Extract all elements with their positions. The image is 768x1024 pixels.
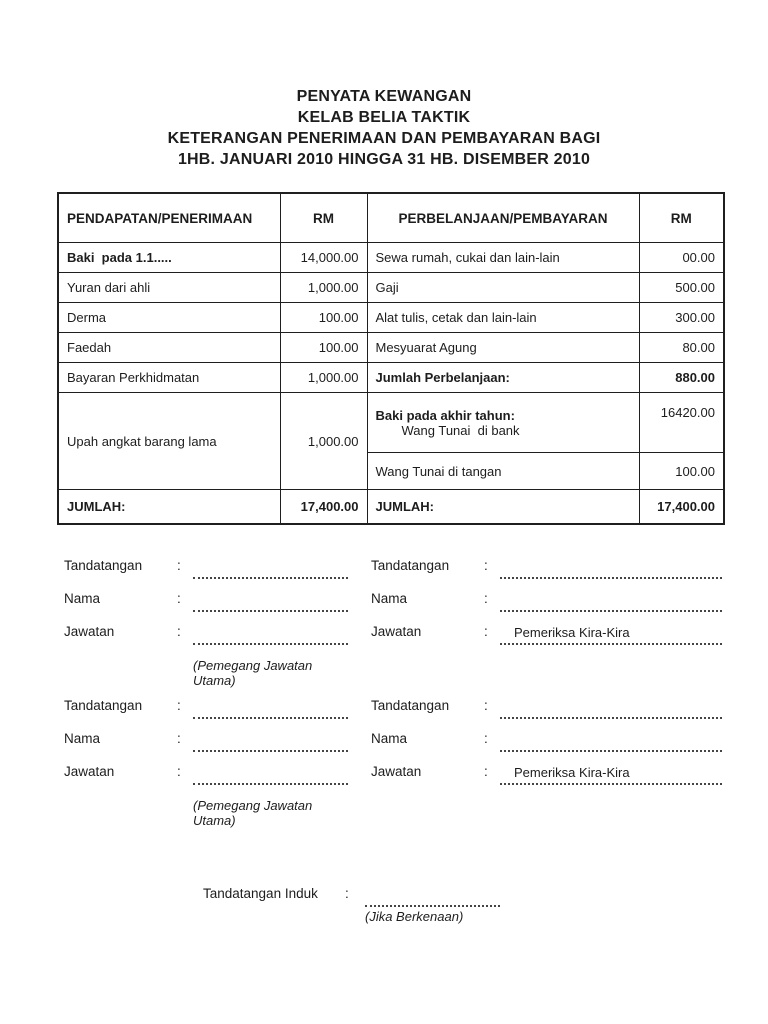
jawatan-signature-line [500, 623, 722, 645]
table-row [58, 333, 724, 363]
alat-label: Alat tulis, cetak dan lain-lain [367, 303, 639, 333]
tandatangan-induk-row [203, 885, 722, 907]
faedah-amount: 100.00 [280, 333, 367, 363]
yuran-amount: 1,000.00 [280, 273, 367, 303]
colon-separator: : [484, 623, 488, 639]
nama-label: Nama [64, 730, 101, 746]
signature-section [0, 557, 768, 924]
signature-row-tandatangan [64, 697, 348, 730]
alat-amount: 300.00 [639, 303, 724, 333]
pemegang-jawatan-note [193, 658, 348, 688]
bayaran-label: Bayaran Perkhidmatan [58, 363, 280, 393]
wang-tangan-amount: 100.00 [639, 453, 724, 490]
signature-row-nama [64, 590, 348, 623]
baki-amount: 14,000.00 [280, 243, 367, 273]
signature-row-jawatan [64, 623, 348, 656]
colon-separator: : [177, 590, 181, 606]
title-line-2: KELAB BELIA TAKTIK [297, 109, 471, 126]
jawatan-label: Jawatan [371, 763, 422, 779]
jika-berkenaan-note: (Jika Berkenaan) [365, 908, 464, 924]
jawatan-signature-line [193, 763, 348, 785]
signature-row-nama [371, 730, 722, 763]
tandatangan-signature-line [500, 557, 722, 579]
colon-separator: : [177, 730, 181, 746]
jawatan-value: Pemeriksa Kira-Kira [514, 764, 630, 780]
jumlah-perbelanjaan-amount: 880.00 [639, 363, 724, 393]
nama-signature-line [500, 590, 722, 612]
nama-label: Nama [371, 590, 408, 606]
colon-separator: : [177, 763, 181, 779]
pemegang-jawatan-note [193, 798, 348, 828]
jumlah-right-label: JUMLAH: [367, 490, 639, 524]
jawatan-label: Jawatan [64, 623, 115, 639]
nama-signature-line [193, 590, 348, 612]
nama-signature-line [500, 730, 722, 752]
tandatangan-signature-line [193, 557, 348, 579]
signature-row-nama [64, 730, 348, 763]
wang-bank-amount: 16420.00 [639, 393, 724, 453]
table-total-row [58, 490, 724, 524]
header-rm-income: RM [280, 193, 367, 243]
tandatangan-induk-label: Tandatangan Induk [203, 885, 318, 901]
colon-separator: : [177, 557, 181, 573]
signature-block-left-1 [64, 557, 348, 697]
sewa-amount: 00.00 [639, 243, 724, 273]
bayaran-amount: 1,000.00 [280, 363, 367, 393]
table-row [58, 303, 724, 333]
yuran-label: Yuran dari ahli [58, 273, 280, 303]
wang-bank-label: Wang Tunai di bank [401, 422, 520, 438]
upah-amount: 1,000.00 [280, 393, 367, 490]
income-expense-table [57, 192, 725, 525]
gaji-amount: 500.00 [639, 273, 724, 303]
signature-block-right-2 [371, 697, 722, 837]
document-title-block [0, 0, 768, 170]
signature-row-tandatangan [371, 697, 722, 730]
tandatangan-label: Tandatangan [371, 557, 450, 573]
colon-separator: : [484, 590, 488, 606]
jawatan-signature-line [193, 623, 348, 645]
tandatangan-signature-line [193, 697, 348, 719]
colon-separator: : [484, 730, 488, 746]
jumlah-right-amount: 17,400.00 [639, 490, 724, 524]
mesyuarat-label: Mesyuarat Agung [367, 333, 639, 363]
table-row [58, 393, 724, 453]
jawatan-label: Jawatan [371, 623, 422, 639]
table-row [58, 363, 724, 393]
colon-separator: : [484, 697, 488, 713]
colon-separator: : [345, 885, 349, 901]
faedah-label: Faedah [58, 333, 280, 363]
table-row [58, 273, 724, 303]
title-line-1: PENYATA KEWANGAN [296, 88, 472, 105]
pemegang-note-line-2: Utama) [193, 812, 236, 828]
sewa-label: Sewa rumah, cukai dan lain-lain [367, 243, 639, 273]
gaji-label: Gaji [367, 273, 639, 303]
wang-tangan-label: Wang Tunai di tangan [367, 453, 639, 490]
jumlah-left-amount: 17,400.00 [280, 490, 367, 524]
pemegang-note-line-1: (Pemegang Jawatan [193, 657, 313, 673]
tandatangan-label: Tandatangan [64, 557, 143, 573]
signature-block-right-1 [371, 557, 722, 697]
jawatan-label: Jawatan [64, 763, 115, 779]
signature-block-left-2 [64, 697, 348, 837]
signature-columns [64, 557, 722, 837]
header-rm-expense: RM [639, 193, 724, 243]
header-perbelanjaan: PERBELANJAAN/PEMBAYARAN [367, 193, 639, 243]
signature-row-jawatan [371, 763, 722, 796]
jawatan-signature-line [500, 763, 722, 785]
derma-label: Derma [58, 303, 280, 333]
signature-row-tandatangan [64, 557, 348, 590]
mesyuarat-amount: 80.00 [639, 333, 724, 363]
tandatangan-label: Tandatangan [371, 697, 450, 713]
signature-column-left [64, 557, 348, 837]
signature-row-jawatan [371, 623, 722, 656]
signature-row-nama [371, 590, 722, 623]
colon-separator: : [177, 623, 181, 639]
colon-separator: : [484, 763, 488, 779]
jawatan-value: Pemeriksa Kira-Kira [514, 624, 630, 640]
table-header-row [58, 193, 724, 243]
tandatangan-label: Tandatangan [64, 697, 143, 713]
pemegang-note-line-2: Utama) [193, 672, 236, 688]
title-line-3: KETERANGAN PENERIMAAN DAN PEMBAYARAN BAGI [167, 130, 601, 147]
derma-amount: 100.00 [280, 303, 367, 333]
nama-signature-line [193, 730, 348, 752]
tandatangan-induk-line [365, 885, 500, 907]
baki-akhir-heading: Baki pada akhir tahun: [375, 407, 515, 423]
table-row [58, 243, 724, 273]
jumlah-perbelanjaan-label: Jumlah Perbelanjaan: [367, 363, 639, 393]
signature-row-jawatan [64, 763, 348, 796]
nama-label: Nama [64, 590, 101, 606]
baki-akhir-cell [367, 393, 639, 453]
colon-separator: : [177, 697, 181, 713]
header-pendapatan: PENDAPATAN/PENERIMAAN [58, 193, 280, 243]
signature-column-right [371, 557, 722, 837]
baki-label: Baki pada 1.1..... [58, 243, 280, 273]
pemegang-note-line-1: (Pemegang Jawatan [193, 797, 313, 813]
upah-label: Upah angkat barang lama [58, 393, 280, 490]
signature-row-tandatangan [371, 557, 722, 590]
colon-separator: : [484, 557, 488, 573]
jumlah-left-label: JUMLAH: [58, 490, 280, 524]
tandatangan-signature-line [500, 697, 722, 719]
title-line-4: 1HB. JANUARI 2010 HINGGA 31 HB. DISEMBER 2010 [177, 151, 591, 168]
nama-label: Nama [371, 730, 408, 746]
